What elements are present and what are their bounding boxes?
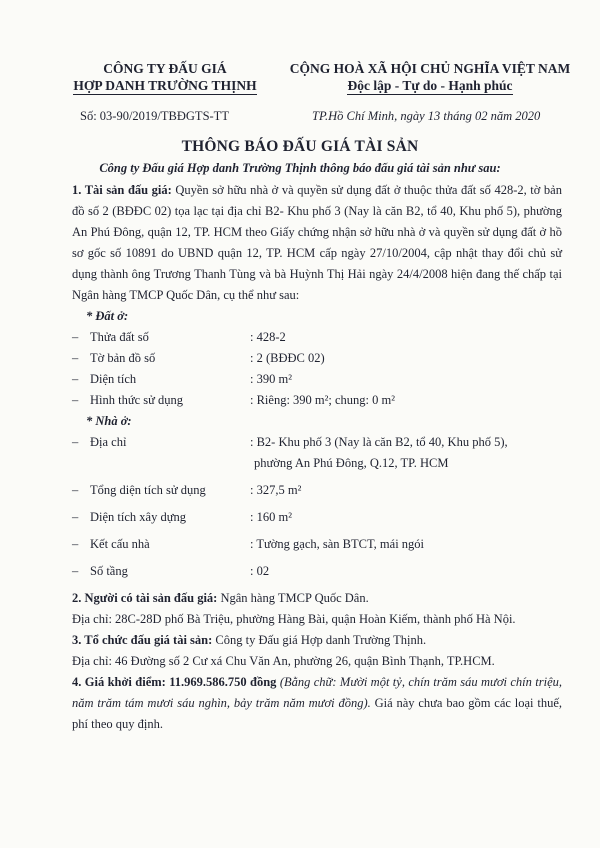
land-row: – Tờ bản đồ số : 2 (BĐĐC 02) — [72, 351, 325, 365]
section-4-text: Giá này chưa bao gồm các loại thuế, phí theo quy định. — [72, 696, 562, 731]
section-3-label: 3. Tổ chức đấu giá tài sản: — [72, 633, 213, 647]
company-name-line2: HỢP DANH TRƯỜNG THỊNH — [73, 78, 257, 93]
land-heading: * Đất ở: — [86, 309, 129, 323]
document-title: THÔNG BÁO ĐẤU GIÁ TÀI SẢN — [181, 138, 419, 155]
house-row: – Số tầng : 02 — [72, 564, 270, 578]
document-date: TP.Hồ Chí Minh, ngày 13 tháng 02 năm 2020 — [312, 109, 541, 123]
section-3-text: Công ty Đấu giá Hợp danh Trường Thịnh. — [212, 633, 427, 647]
house-row: – Kết cấu nhà : Tường gạch, sàn BTCT, mái ngói — [72, 537, 425, 551]
section-2-label: 2. Người có tài sản đấu giá: — [72, 591, 218, 605]
house-row: – Địa chỉ : B2- Khu phố 3 (Nay là căn B2, tổ 40, Khu phố 5), phường An Phú Đông, Q.12, TP. HCM — [72, 435, 508, 470]
company-header — [60, 60, 270, 94]
section-2-address: Địa chỉ: 28C-28D phố Bà Triệu, phường Hàng Bài, quận Hoàn Kiếm, thành phố Hà Nội. — [72, 612, 516, 626]
section-4-paragraph — [72, 672, 562, 735]
nation-motto: Độc lập - Tự do - Hạnh phúc — [347, 78, 513, 93]
house-row: – Diện tích xây dựng : 160 m² — [72, 510, 292, 524]
section-1-text: Quyền sở hữu nhà ở và quyền sử dụng đất ở thuộc thửa đất số 428-2, tờ bản đồ số 2 (BĐĐC 02) tọa lạc tại địa chỉ B2- Khu phố 3 (Nay là căn B2, tổ 40, Khu phố 5), phường An Phú Đông, quận 12, TP. HCM theo Giấy chứng nhận sở hữu nhà ở và quyền sử dụng đất ở hồ sơ gốc số 10891 do UBND quận 12, TP. HCM cấp ngày 27/10/2004, cập nhật thay đổi chủ sử dụng thành ông Trương Thanh Tùng và bà Huỳnh Thị Hải ngày 24/4/2008 hiện đang thế chấp tại Ngân hàng TMCP Quốc Dân, cụ thể như sau: — [72, 183, 562, 302]
section-3-address: Địa chỉ: 46 Đường số 2 Cư xá Chu Văn An, phường 26, quận Bình Thạnh, TP.HCM. — [72, 654, 495, 668]
section-3-paragraph — [72, 630, 562, 651]
section-4-words: (Bằng chữ: Mười một tỷ, chín trăm sáu mươi chín triệu, năm trăm tám mươi sáu nghìn, bảy trăm năm mươi đồng). — [72, 675, 562, 710]
section-1-label: 1. Tài sản đấu giá: — [72, 183, 172, 197]
section-2-paragraph — [72, 588, 562, 609]
nation-name: CỘNG HOÀ XÃ HỘI CHỦ NGHĨA VIỆT NAM — [289, 61, 571, 76]
land-row: – Thửa đất số : 428-2 — [72, 330, 286, 344]
house-row: – Tổng diện tích sử dụng : 327,5 m² — [72, 483, 302, 497]
section-1-paragraph — [72, 180, 562, 306]
land-row: – Hình thức sử dụng : Riêng: 390 m²; chung: 0 m² — [72, 393, 395, 407]
land-row: – Diện tích : 390 m² — [72, 372, 292, 386]
document-subtitle: Công ty Đấu giá Hợp danh Trường Thịnh thông báo đấu giá tài sản như sau: — [99, 161, 501, 175]
house-heading: * Nhà ở: — [86, 414, 132, 428]
company-name-line1: CÔNG TY ĐẤU GIÁ — [103, 61, 227, 76]
nation-header — [270, 60, 590, 94]
section-4-label: 4. Giá khởi điểm: 11.969.586.750 đồng — [72, 675, 277, 689]
section-2-text: Ngân hàng TMCP Quốc Dân. — [217, 591, 369, 605]
document-number: Số: 03-90/2019/TBĐGTS-TT — [80, 109, 229, 123]
document-body — [72, 180, 562, 735]
